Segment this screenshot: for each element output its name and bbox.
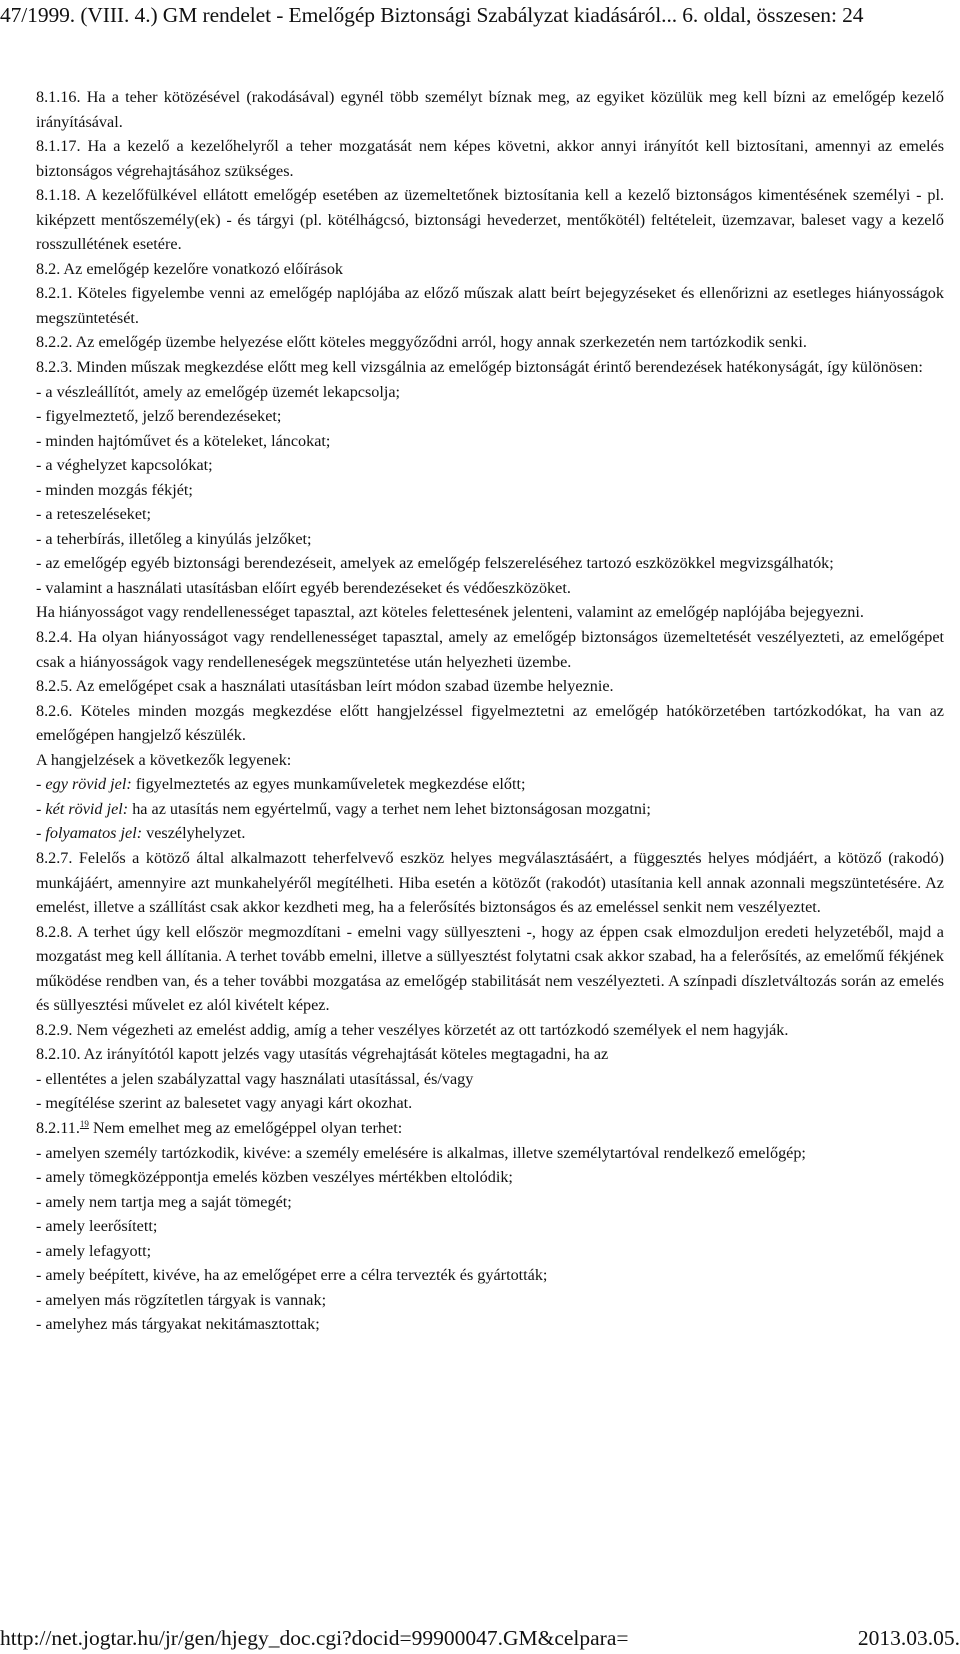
signals-intro: A hangjelzések a következők legyenek:: [36, 750, 292, 769]
paragraph-8-2-5: 8.2.5. Az emelőgépet csak a használati utasításban leírt módon szabad üzembe helyeznie.: [36, 677, 614, 696]
signal-label: - két rövid jel:: [36, 799, 129, 818]
list-item: - a véghelyzet kapcsolókat;: [36, 456, 213, 475]
signal-item: [11, 821, 944, 846]
list-item: - minden hajtóművet és a köteleket, láncokat;: [36, 431, 331, 450]
list-item: - minden mozgás fékjét;: [36, 480, 193, 499]
paragraph-8-1-17: 8.1.17. Ha a kezelő a kezelőhelyről a teher mozgatását nem képes követni, akkor annyi irányítót kell biztosítani, amennyi az emelés biztonságos végrehajtásához szükséges.: [36, 137, 944, 180]
list-item: - amely lefagyott;: [36, 1241, 152, 1260]
footer-url: http://net.jogtar.hu/jr/gen/hjegy_doc.cgi?docid=99900047.GM&celpara=: [0, 1626, 629, 1650]
paragraph-8-2-9: 8.2.9. Nem végezheti az emelést addig, amíg a teher veszélyes körzetét az ott tartózkodó személyek el nem hagyják.: [36, 1020, 789, 1039]
paragraph-8-2-1: 8.2.1. Köteles figyelembe venni az emelőgép naplójába az előző műszak alatt beírt bejegyzéseket és ellenőrizni az esetleges hiányosságok megszüntetését.: [36, 284, 944, 327]
paragraph-8-1-16: 8.1.16. Ha a teher kötözésével (rakodásával) egynél több személyt bíznak meg, az egyiket közülük meg kell bízni az emelőgép kezelő irányításával.: [36, 88, 944, 131]
list-item: - amely tömegközéppontja emelés közben veszélyes mértékben eltolódik;: [36, 1168, 513, 1187]
list-item: - valamint a használati utasításban előírt egyéb berendezéseket és védőeszközöket.: [36, 578, 571, 597]
list-item: - megítélése szerint az balesetet vagy anyagi kárt okozhat.: [36, 1094, 413, 1113]
list-item: - ellentétes a jelen szabályzattal vagy használati utasítással, és/vagy: [36, 1069, 474, 1088]
footnote-reference-link[interactable]: 19: [79, 1118, 89, 1129]
list-item: - amelyen személy tartózkodik, kivéve: a személy emelésére is alkalmas, illetve személytartóval rendelkező emelőgép;: [36, 1143, 806, 1162]
list-item: - az emelőgép egyéb biztonsági berendezéseit, amelyek az emelőgép felszereléséhez tartozó eszközökkel megvizsgálhatók;: [36, 554, 834, 573]
list-item: - figyelmeztető, jelző berendezéseket;: [36, 407, 282, 426]
list-item: - amely beépített, kivéve, ha az emelőgépet erre a célra tervezték és gyártották;: [36, 1266, 548, 1285]
list-item: - amelyen más rögzítetlen tárgyak is vannak;: [36, 1290, 327, 1309]
paragraph-8-2-10: 8.2.10. Az irányítótól kapott jelzés vagy utasítás végrehajtását köteles megtagadni, ha az: [36, 1045, 609, 1064]
signal-text: veszélyhelyzet.: [142, 824, 246, 843]
footer-date: 2013.03.05.: [857, 1626, 960, 1650]
signal-item: [11, 797, 944, 822]
paragraph-8-2-8: 8.2.8. A terhet úgy kell először megmozdítani - emelni vagy süllyeszteni -, hogy az éppen csak elmozduljon eredeti helyzetéből, majd a mozgatást meg kell állítania. A terhet tovább emelni, illetve a süllyesztést folytatni csak akkor szabad, ha a felerősítés, az emelőmű fékjének működése rendben van, és a teher további mozgatása az emelőgép stabilitását nem veszélyezteti. A színpadi díszletváltozás során az emelés és süllyesztési művelet ez alól kivételt képez.: [36, 922, 944, 1015]
signal-text: ha az utasítás nem egyértelmű, vagy a terhet nem lehet biztonságosan mozgatni;: [128, 799, 651, 818]
page-header: 47/1999. (VIII. 4.) GM rendelet - Emelőgép Biztonsági Szabályzat kiadásáról... 6. oldal, összesen: 24: [0, 3, 864, 27]
paragraph-8-2-4: 8.2.4. Ha olyan hiányosságot vagy rendellenességet tapasztal, amely az emelőgép biztonságos üzemeltetését veszélyezteti, az emelőgépet csak a hiányosságok vagy rendelleneségek megszüntetése után helyezheti üzembe.: [36, 628, 944, 671]
paragraph-number: 8.2.11.: [36, 1118, 80, 1137]
page-footer: [0, 1624, 960, 1652]
list-item: - amely leerősített;: [36, 1217, 158, 1236]
paragraph-8-2-3: 8.2.3. Minden műszak megkezdése előtt meg kell vizsgálnia az emelőgép biztonságát érintő berendezések hatékonyságát, így különösen:: [36, 358, 923, 377]
signal-text: figyelmeztetés az egyes munkaműveletek megkezdése előtt;: [131, 775, 526, 794]
paragraph-8-2-11: [11, 1116, 944, 1141]
paragraph-8-2-2: 8.2.2. Az emelőgép üzembe helyezése előtt köteles meggyőződni arról, hogy annak szerkezetén nem tartózkodik senki.: [36, 333, 807, 352]
paragraph-text: Nem emelhet meg az emelőgéppel olyan terhet:: [88, 1118, 403, 1137]
list-item: - a teherbírás, illetőleg a kinyúlás jelzőket;: [36, 529, 312, 548]
paragraph-8-1-18: 8.1.18. A kezelőfülkével ellátott emelőgép esetében az üzemeltetőnek biztosítania kell a kezelő biztonságos kimentésének személyi - pl. kiképzett mentőszemély(ek) - és tárgyi (pl. kötélhágcsó, biztonsági hevederzet, mentőkötél) feltételeit, üzemzavar, baleset vagy a kezelő rosszullétének esetére.: [36, 186, 944, 254]
paragraph-8-2-3-continuation: Ha hiányosságot vagy rendellenességet tapasztal, azt köteles felettesének jelenteni, valamint az emelőgép naplójába bejegyezni.: [36, 603, 864, 622]
list-item: - amely nem tartja meg a saját tömegét;: [36, 1192, 292, 1211]
paragraph-8-2-7: 8.2.7. Felelős a kötöző által alkalmazott teherfelvevő eszköz helyes megválasztásáért, a függesztés helyes módjáért, a kötöző (rakodó) munkájáért, amennyire azt munkahelyéről megítélheti. Hiba esetén a kötözőt (rakodót) utasítania kell annak azonnali megszüntetésére. Az emelést, illetve a szállítást csak akkor kezdheti meg, ha a felerősítés biztonságos és az emeléssel senkit nem veszélyeztet.: [36, 848, 944, 917]
list-item: - a vészleállítót, amely az emelőgép üzemét lekapcsolja;: [36, 382, 401, 401]
list-item: - a reteszeléseket;: [36, 505, 152, 524]
signal-item: [11, 772, 944, 797]
document-body: [11, 85, 944, 1337]
list-item: - amelyhez más tárgyakat nekitámasztottak;: [36, 1315, 320, 1334]
paragraph-8-2-6: 8.2.6. Köteles minden mozgás megkezdése előtt hangjelzéssel figyelmeztetni az emelőgép hatókörzetében tartózkodókat, ha van az emelőgépen hangjelző készülék.: [36, 701, 944, 745]
section-heading-8-2: 8.2. Az emelőgép kezelőre vonatkozó előírások: [36, 259, 344, 278]
signal-label: - egy rövid jel:: [36, 775, 132, 794]
signal-label: - folyamatos jel:: [36, 824, 143, 843]
